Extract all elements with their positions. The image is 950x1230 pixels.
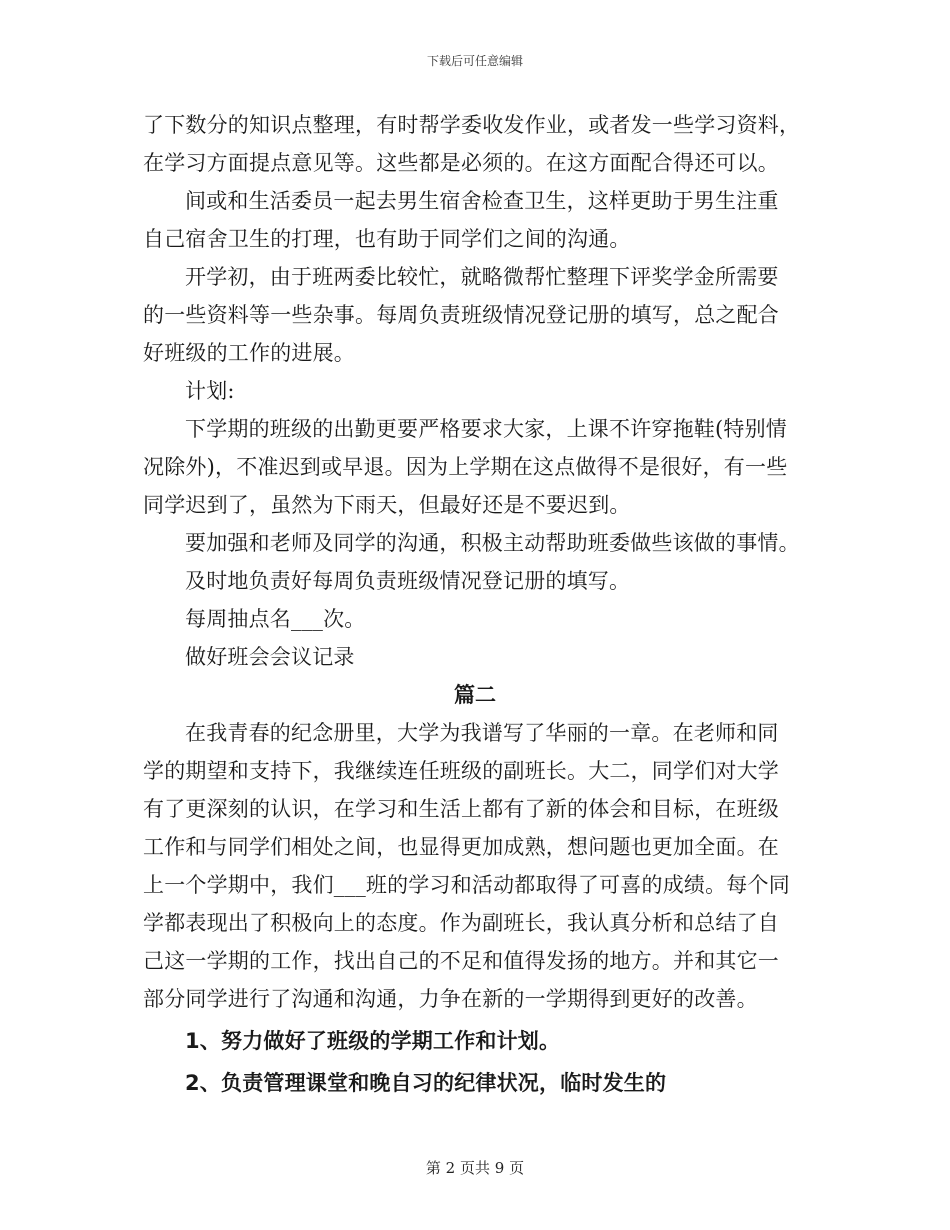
numbered-item: 1、努力做好了班级的学期工作和计划。 xyxy=(185,1029,561,1053)
page-header: 下载后可任意编辑 xyxy=(426,54,523,68)
text-line: 上一个学期中，我们___班的学习和活动都取得了可喜的成绩。每个同 xyxy=(143,873,790,897)
text-line: 学都表现出了积极向上的态度。作为副班长，我认真分析和总结了自 xyxy=(143,911,779,935)
numbered-item: 2、负责管理课堂和晚自习的纪律状况，临时发生的 xyxy=(185,1071,667,1095)
text-line: 了下数分的知识点整理，有时帮学委收发作业，或者发一些学习资料， xyxy=(143,113,801,137)
text-line: 学的期望和支持下，我继续连任班级的副班长。大二，同学们对大学 xyxy=(143,759,779,783)
paragraph-block-2 xyxy=(143,714,807,1018)
text-line: 况除外)，不准迟到或早退。因为上学期在这点做得不是很好，有一些 xyxy=(143,455,788,479)
bold-item-list xyxy=(143,1022,807,1102)
text-line: 部分同学进行了沟通和沟通，力争在新的一学期得到更好的改善。 xyxy=(143,987,758,1011)
section-title: 篇二 xyxy=(454,683,496,707)
text-line: 工作和与同学们相处之间，也显得更加成熟，想问题也更加全面。在 xyxy=(143,835,779,859)
text-line: 同学迟到了，虽然为下雨天，但最好还是不要迟到。 xyxy=(143,493,631,517)
text-line: 做好班会会议记录 xyxy=(185,645,355,669)
text-line: 的一些资料等一些杂事。每周负责班级情况登记册的填写，总之配合 xyxy=(143,303,779,327)
page-footer: 第 2 页共 9 页 xyxy=(425,1159,525,1177)
text-line: 下学期的班级的出勤更要严格要求大家，上课不许穿拖鞋(特别情 xyxy=(185,417,787,441)
text-line: 自己宿舍卫生的打理，也有助于同学们之间的沟通。 xyxy=(143,227,631,251)
text-line: 计划: xyxy=(185,379,235,403)
text-line: 要加强和老师及同学的沟通，积极主动帮助班委做些该做的事情。 xyxy=(185,531,800,555)
paragraph-block-1 xyxy=(143,106,807,676)
text-line: 己这一学期的工作，找出自己的不足和值得发扬的地方。并和其它一 xyxy=(143,949,779,973)
text-line: 开学初，由于班两委比较忙，就略微帮忙整理下评奖学金所需要 xyxy=(185,265,779,289)
text-line: 好班级的工作的进展。 xyxy=(143,341,355,365)
text-line: 有了更深刻的认识，在学习和生活上都有了新的体会和目标，在班级 xyxy=(143,797,779,821)
text-line: 在我青春的纪念册里，大学为我谱写了华丽的一章。在老师和同 xyxy=(185,721,779,745)
text-line: 在学习方面提点意见等。这些都是必须的。在这方面配合得还可以。 xyxy=(143,151,779,175)
text-line: 每周抽点名___次。 xyxy=(185,607,366,631)
text-line: 及时地负责好每周负责班级情况登记册的填写。 xyxy=(185,569,631,593)
text-line: 间或和生活委员一起去男生宿舍检查卫生，这样更助于男生注重 xyxy=(185,189,779,213)
document-body xyxy=(143,106,807,1102)
